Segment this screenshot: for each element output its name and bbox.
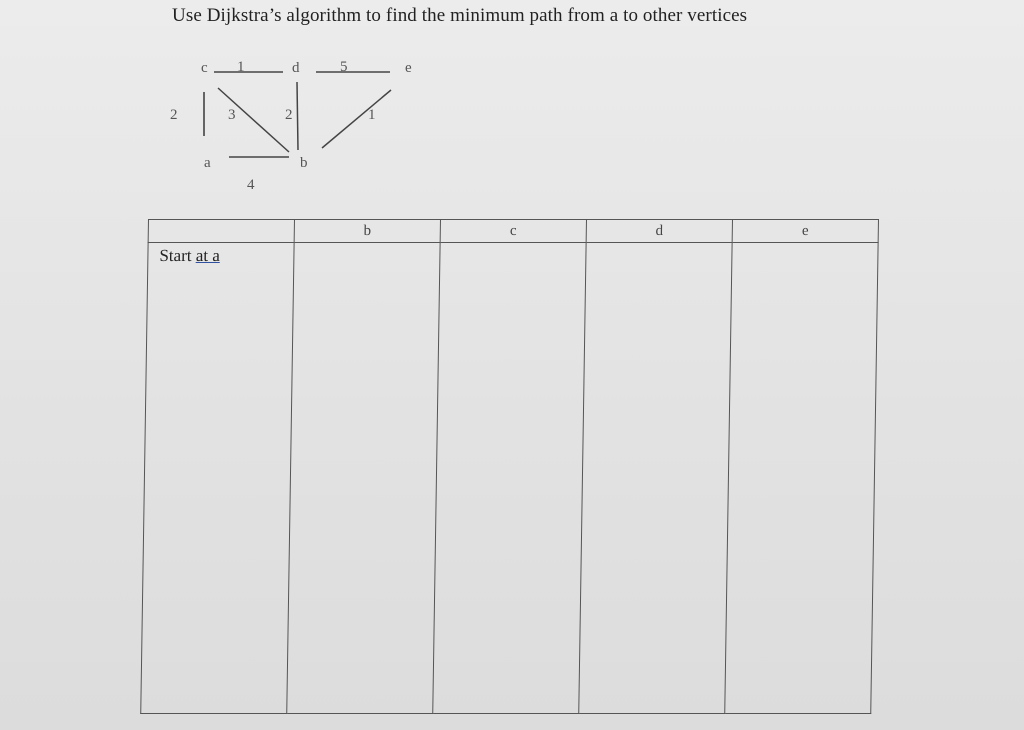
start-label [148,243,293,266]
cell-c[interactable] [433,243,586,714]
vertex-b: b [300,155,308,171]
header-c: c [440,220,586,243]
weight-b-e: 1 [368,107,376,123]
table-row [141,243,878,714]
weight-c-d: 1 [237,59,245,75]
weight-a-c: 2 [170,107,178,123]
edge-d-b [297,82,298,150]
header-b: b [294,220,440,243]
edge-b-e [322,90,391,148]
table-header-row [148,220,878,243]
vertex-e: e [405,60,412,76]
dijkstra-table [148,219,879,714]
header-step [148,220,294,243]
step-cell [141,243,294,714]
weight-c-b: 3 [228,107,236,123]
header-e: e [732,220,878,243]
header-d: d [586,220,732,243]
vertex-d: d [292,60,300,76]
vertex-a: a [204,155,211,171]
vertex-c: c [201,60,208,76]
cell-d[interactable] [579,243,732,714]
start-prefix: Start [159,246,196,265]
start-vertex: at a [195,246,221,265]
weight-a-b: 4 [247,177,255,193]
cell-b[interactable] [287,243,440,714]
weight-d-b: 2 [285,107,293,123]
cell-e[interactable] [725,243,878,714]
weight-d-e: 5 [340,59,348,75]
problem-statement: Use Dijkstra’s algorithm to find the minimum path from a to other vertices [172,5,748,26]
weighted-graph [0,0,1024,210]
